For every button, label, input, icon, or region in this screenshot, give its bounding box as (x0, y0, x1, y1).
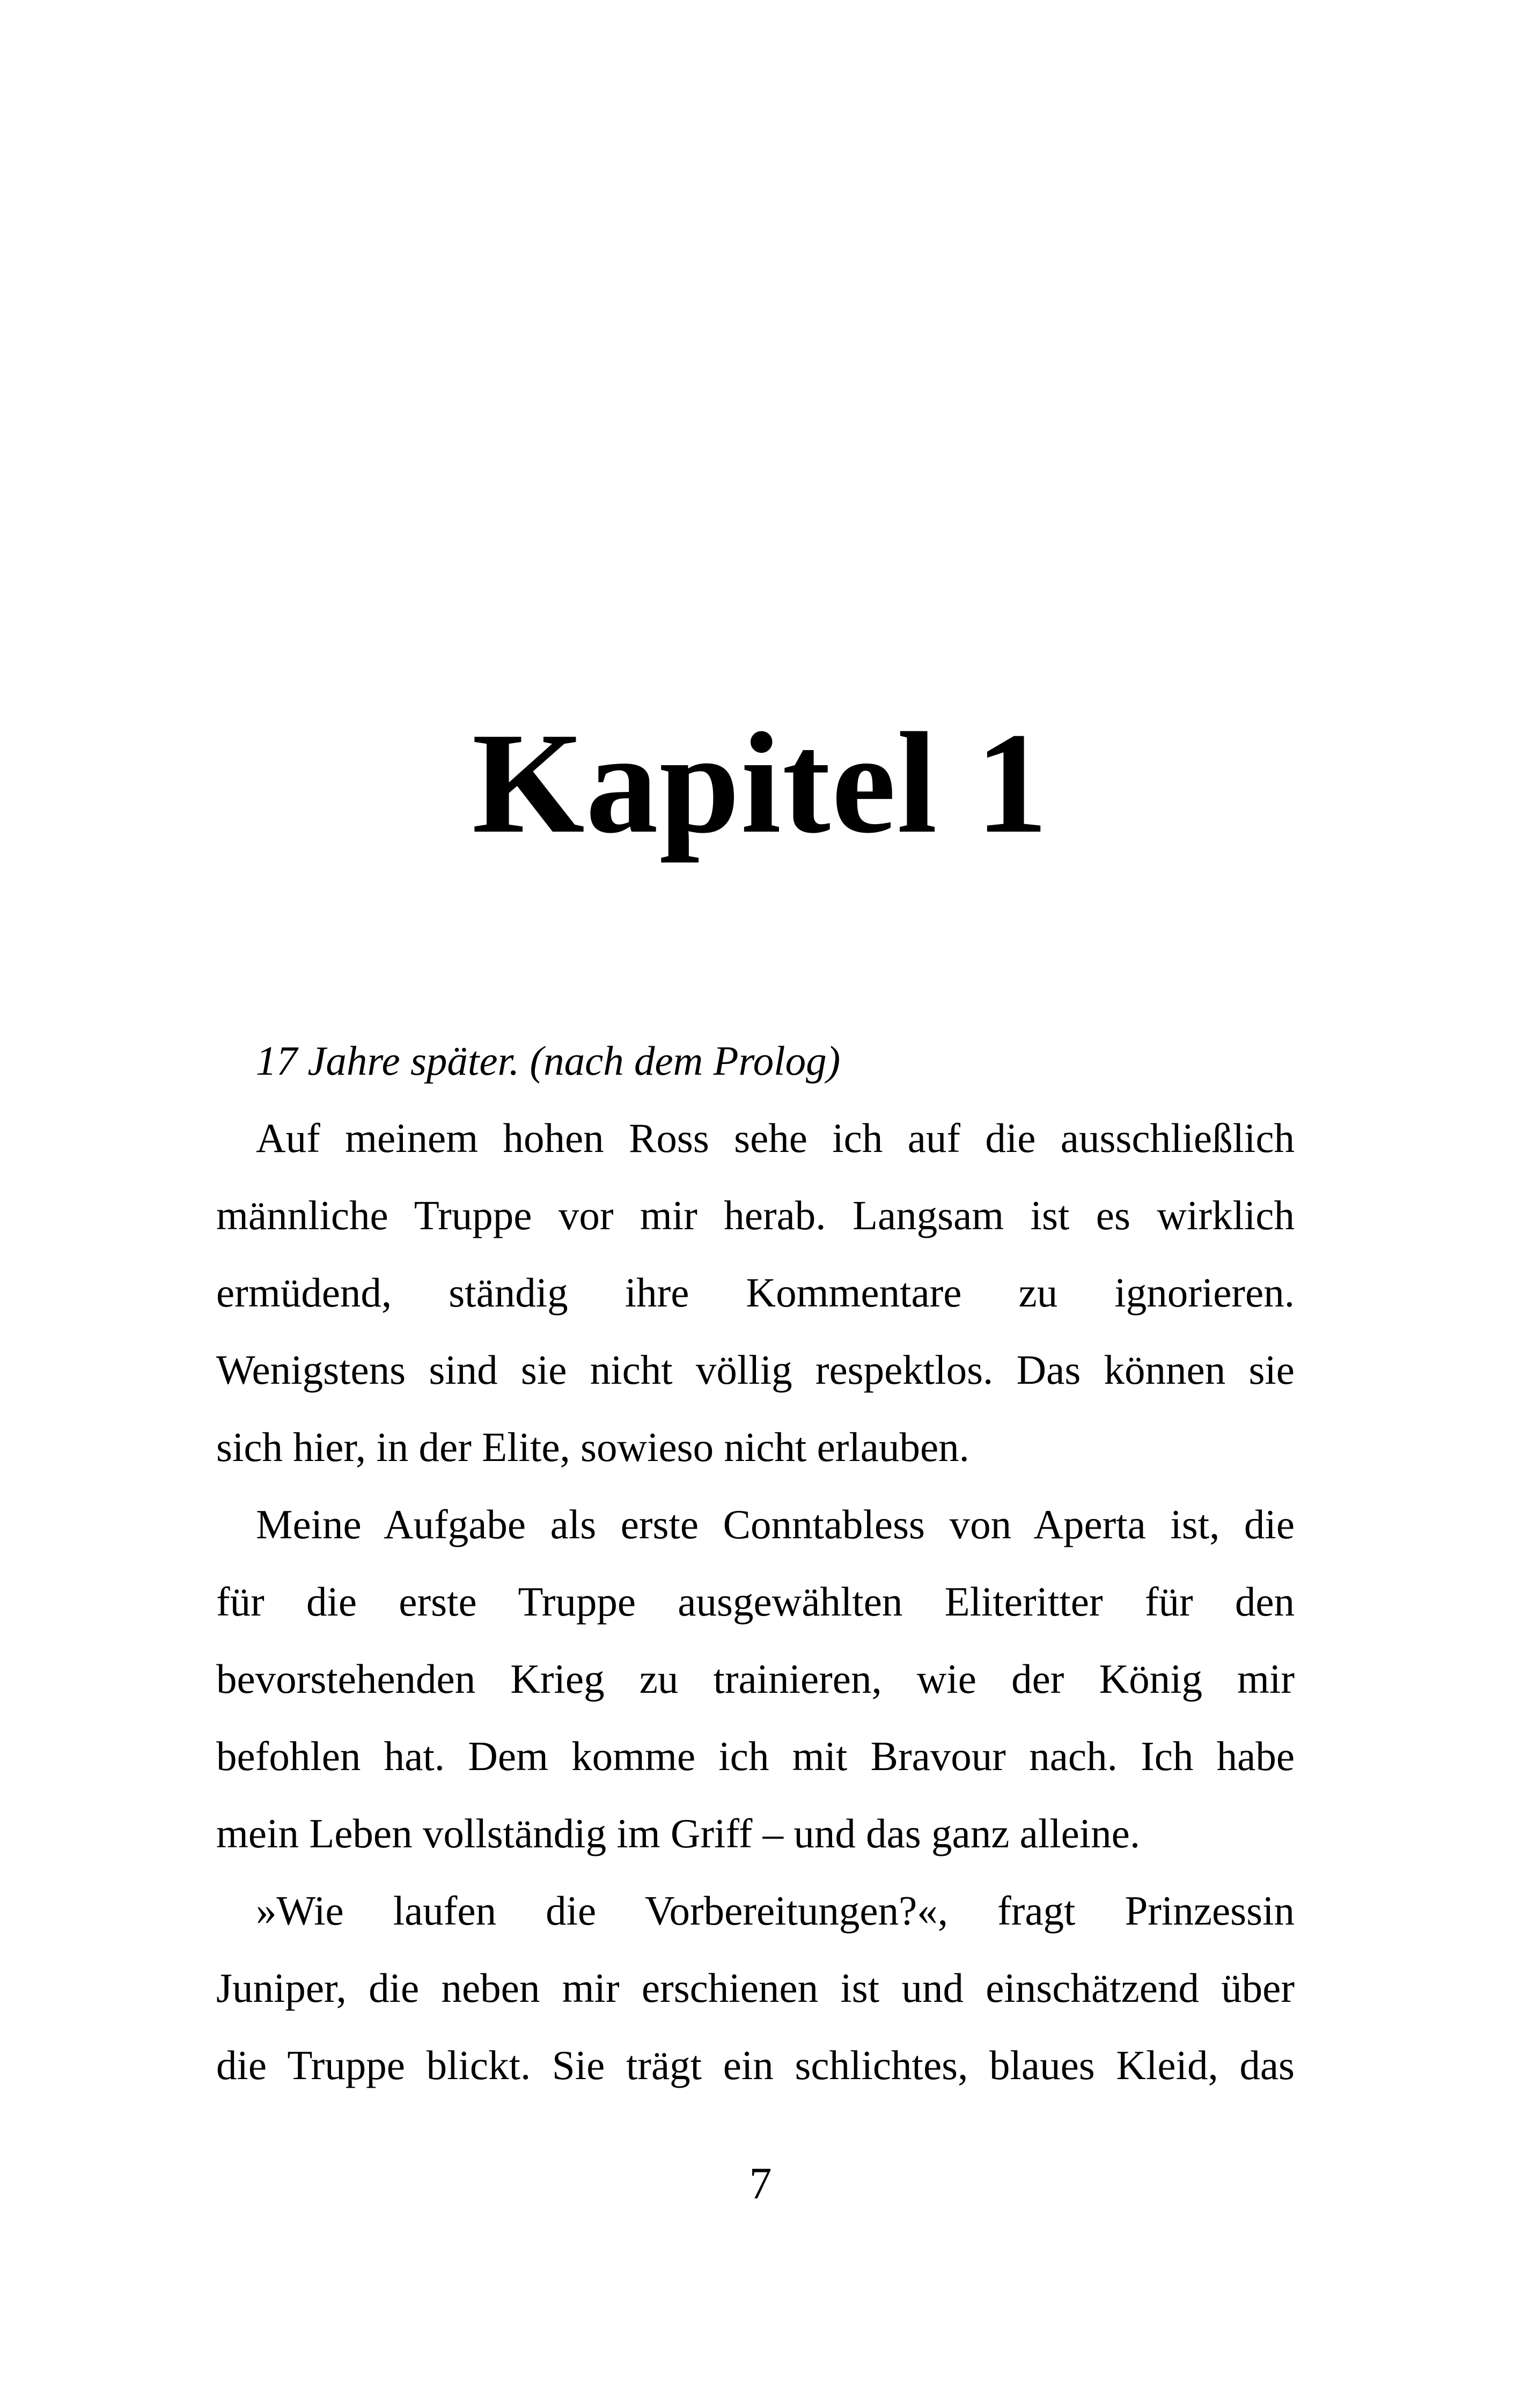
text-line: Juniper, die neben mir erschienen ist und einschätzend über (216, 1965, 1295, 2011)
text-line: befohlen hat. Dem komme ich mit Bravour nach. Ich habe (216, 1733, 1295, 1779)
text-line: Meine Aufgabe als erste Conntabless von Aperta ist, die (256, 1501, 1295, 1547)
body-text (216, 1022, 1295, 2104)
chapter-title: Kapitel 1 (472, 703, 1049, 863)
text-line: ermüdend, ständig ihre Kommentare zu ignorieren. (216, 1269, 1295, 1316)
text-line: mein Leben vollständig im Griff – und das ganz alleine. (216, 1810, 1141, 1856)
text-line: für die erste Truppe ausgewählten Eliteritter für den (216, 1579, 1295, 1625)
text-line: bevorstehenden Krieg zu trainieren, wie der König mir (216, 1656, 1295, 1702)
text-line: Wenigstens sind sie nicht völlig respektlos. Das können sie (216, 1347, 1295, 1393)
page-number: 7 (749, 2159, 772, 2208)
text-line: Auf meinem hohen Ross sehe ich auf die ausschließlich (256, 1115, 1295, 1161)
text-line: 17 Jahre später. (nach dem Prolog) (256, 1038, 841, 1084)
text-line: sich hier, in der Elite, sowieso nicht erlauben. (216, 1424, 969, 1470)
text-line: die Truppe blickt. Sie trägt ein schlichtes, blaues Kleid, das (216, 2042, 1295, 2088)
text-line: männliche Truppe vor mir herab. Langsam ist es wirklich (216, 1192, 1295, 1238)
text-line: »Wie laufen die Vorbereitungen?«, fragt Prinzessin (256, 1888, 1295, 1934)
